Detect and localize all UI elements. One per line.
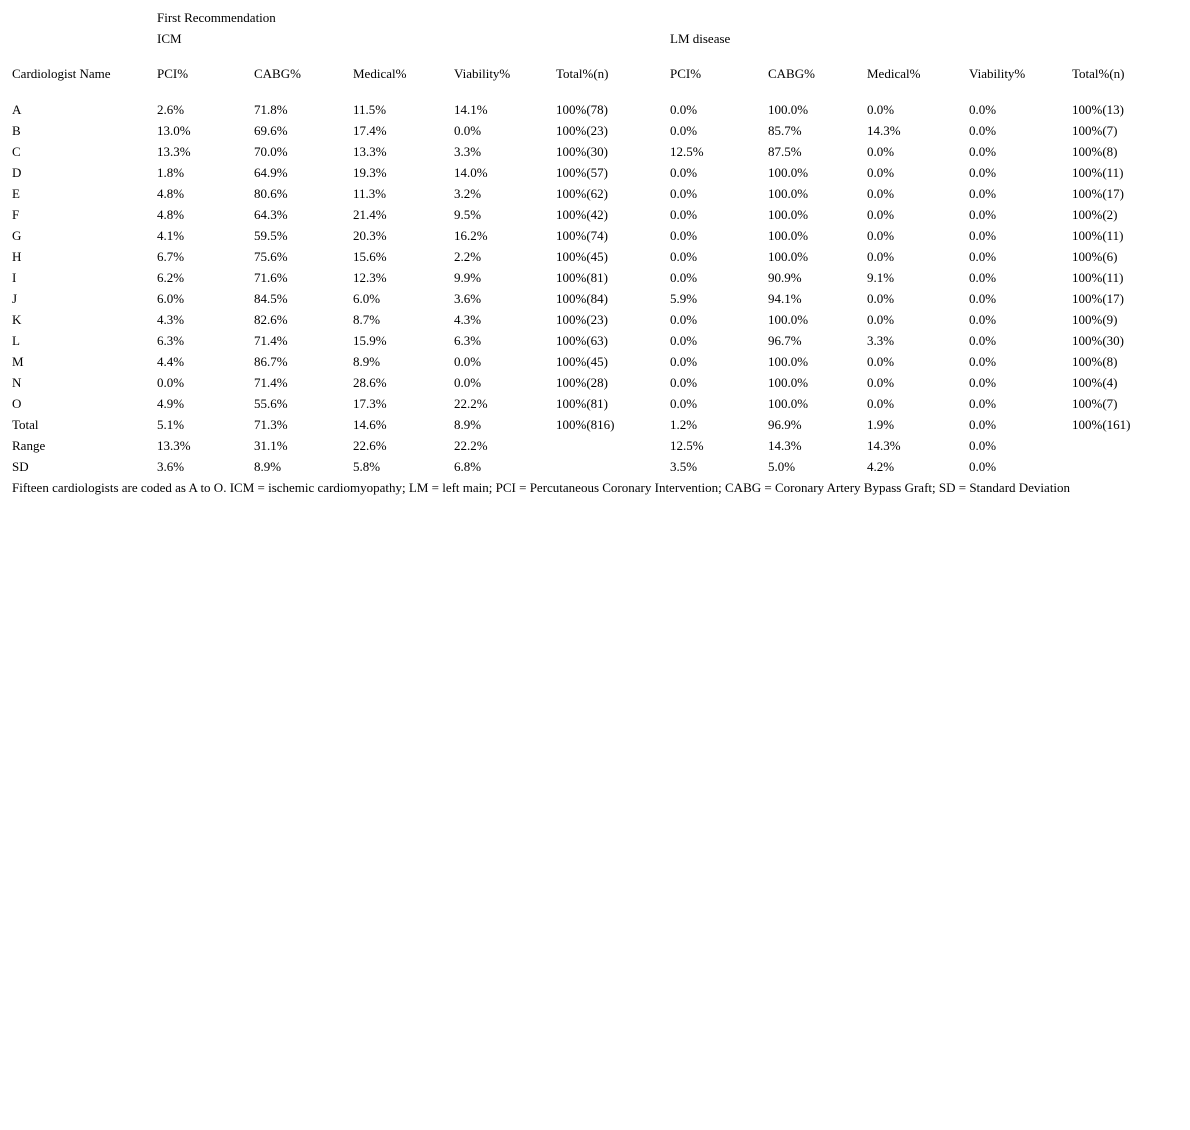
table-cell: 5.8%	[353, 459, 381, 474]
row-label: Range	[12, 438, 46, 453]
table-cell: 100%(161)	[1072, 417, 1131, 432]
table-cell: 71.4%	[254, 333, 288, 348]
table-cell: 8.9%	[454, 417, 482, 432]
table-row	[0, 144, 1190, 165]
table-cell: 0.0%	[969, 186, 997, 201]
row-label: E	[12, 186, 20, 201]
table-cell: 100%(28)	[556, 375, 608, 390]
table-row	[0, 417, 1190, 438]
table-cell: 0.0%	[867, 165, 895, 180]
table-cell: 14.3%	[867, 123, 901, 138]
table-cell: 0.0%	[867, 354, 895, 369]
table-cell: 4.1%	[157, 228, 185, 243]
header-cell: Medical%	[353, 66, 407, 81]
table-cell: 4.3%	[454, 312, 482, 327]
table-cell: 4.9%	[157, 396, 185, 411]
table-cell: 0.0%	[670, 207, 698, 222]
table-cell: 0.0%	[969, 312, 997, 327]
row-label: L	[12, 333, 20, 348]
table-cell: 0.0%	[670, 270, 698, 285]
table-cell: 3.5%	[670, 459, 698, 474]
table-cell: 100%(11)	[1072, 270, 1124, 285]
table-cell: 4.2%	[867, 459, 895, 474]
table-cell: 0.0%	[867, 375, 895, 390]
table-cell: 3.2%	[454, 186, 482, 201]
table-cell: 100.0%	[768, 354, 809, 369]
table-cell: 100%(74)	[556, 228, 608, 243]
table-cell: 8.7%	[353, 312, 381, 327]
table-cell: 100.0%	[768, 207, 809, 222]
table-cell: 71.8%	[254, 102, 288, 117]
table-cell: 0.0%	[867, 396, 895, 411]
table-cell: 14.3%	[867, 438, 901, 453]
table-cell: 0.0%	[670, 228, 698, 243]
table-cell: 4.8%	[157, 207, 185, 222]
table-cell: 0.0%	[454, 354, 482, 369]
table-cell: 0.0%	[454, 123, 482, 138]
table-cell: 0.0%	[670, 186, 698, 201]
table-cell: 0.0%	[670, 123, 698, 138]
table-cell: 5.0%	[768, 459, 796, 474]
table-cell: 1.9%	[867, 417, 895, 432]
row-label: O	[12, 396, 22, 411]
table-cell: 100%(9)	[1072, 312, 1118, 327]
table-cell: 0.0%	[969, 123, 997, 138]
table-cell: 0.0%	[969, 102, 997, 117]
table-cell: 86.7%	[254, 354, 288, 369]
table-cell: 22.2%	[454, 396, 488, 411]
table-cell: 0.0%	[969, 291, 997, 306]
table-cell: 100%(816)	[556, 417, 615, 432]
table-cell: 22.6%	[353, 438, 387, 453]
header-cell: CABG%	[254, 66, 301, 81]
table-cell: 100%(4)	[1072, 375, 1118, 390]
table-cell: 0.0%	[969, 228, 997, 243]
table-cell: 84.5%	[254, 291, 288, 306]
header-cell: Medical%	[867, 66, 921, 81]
table-cell: 0.0%	[670, 396, 698, 411]
table-cell: 0.0%	[867, 186, 895, 201]
table-cell: 0.0%	[867, 249, 895, 264]
subgroup-icm: ICM	[157, 31, 182, 46]
table-cell: 0.0%	[969, 249, 997, 264]
table-cell: 6.7%	[157, 249, 185, 264]
table-cell: 12.5%	[670, 144, 704, 159]
table-cell: 22.2%	[454, 438, 488, 453]
table-cell: 100%(81)	[556, 396, 608, 411]
table-cell: 4.8%	[157, 186, 185, 201]
header-cell: Viability%	[969, 66, 1026, 81]
row-label: J	[12, 291, 18, 306]
table-cell: 82.6%	[254, 312, 288, 327]
table-cell: 100%(63)	[556, 333, 608, 348]
table-cell: 71.4%	[254, 375, 288, 390]
header-cell: CABG%	[768, 66, 815, 81]
header-cell: PCI%	[670, 66, 702, 81]
table-row	[0, 291, 1190, 312]
table-cell: 12.5%	[670, 438, 704, 453]
header-cell: Cardiologist Name	[12, 66, 111, 81]
table-cell: 100%(81)	[556, 270, 608, 285]
row-label: D	[12, 165, 22, 180]
table-cell: 0.0%	[867, 228, 895, 243]
row-label: B	[12, 123, 21, 138]
table-row	[0, 228, 1190, 249]
table-cell: 0.0%	[670, 165, 698, 180]
table-cell: 100.0%	[768, 186, 809, 201]
table-cell: 0.0%	[969, 207, 997, 222]
table-cell: 100%(7)	[1072, 123, 1118, 138]
table-row	[0, 270, 1190, 291]
table-cell: 3.6%	[157, 459, 185, 474]
table-cell: 100%(30)	[556, 144, 608, 159]
table-cell: 94.1%	[768, 291, 802, 306]
table-cell: 100.0%	[768, 165, 809, 180]
table-cell: 11.5%	[353, 102, 387, 117]
group-title: First Recommendation	[157, 10, 276, 25]
row-label: F	[12, 207, 20, 222]
table-cell: 13.0%	[157, 123, 191, 138]
table-cell: 100%(11)	[1072, 165, 1124, 180]
table-cell: 16.2%	[454, 228, 488, 243]
table-cell: 100%(45)	[556, 249, 608, 264]
row-label: SD	[12, 459, 29, 474]
table-cell: 0.0%	[670, 249, 698, 264]
table-cell: 0.0%	[454, 375, 482, 390]
table-cell: 13.3%	[157, 438, 191, 453]
table-cell: 0.0%	[670, 333, 698, 348]
table-cell: 100%(42)	[556, 207, 608, 222]
table-cell: 6.0%	[157, 291, 185, 306]
table-cell: 12.3%	[353, 270, 387, 285]
header-cell: PCI%	[157, 66, 189, 81]
table-row	[0, 354, 1190, 375]
table-cell: 2.2%	[454, 249, 482, 264]
table-cell: 9.9%	[454, 270, 482, 285]
table-row	[0, 333, 1190, 354]
table-row	[0, 165, 1190, 186]
table-cell: 3.6%	[454, 291, 482, 306]
table-cell: 0.0%	[670, 102, 698, 117]
table-cell: 9.5%	[454, 207, 482, 222]
row-label: N	[12, 375, 22, 390]
table-cell: 100.0%	[768, 312, 809, 327]
table-cell: 0.0%	[969, 270, 997, 285]
table-cell: 100%(30)	[1072, 333, 1124, 348]
table-cell: 8.9%	[353, 354, 381, 369]
table-cell: 69.6%	[254, 123, 288, 138]
table-cell: 17.3%	[353, 396, 387, 411]
table-cell: 0.0%	[670, 354, 698, 369]
table-cell: 15.9%	[353, 333, 387, 348]
table-cell: 100%(6)	[1072, 249, 1118, 264]
table-cell: 2.6%	[157, 102, 185, 117]
header-row	[0, 66, 1190, 87]
table-cell: 20.3%	[353, 228, 387, 243]
row-label: Total	[12, 417, 39, 432]
table-cell: 28.6%	[353, 375, 387, 390]
table-cell: 0.0%	[969, 375, 997, 390]
row-label: M	[12, 354, 24, 369]
table-cell: 15.6%	[353, 249, 387, 264]
table-cell: 3.3%	[867, 333, 895, 348]
table-cell: 96.7%	[768, 333, 802, 348]
table-cell: 0.0%	[969, 396, 997, 411]
table-cell: 17.4%	[353, 123, 387, 138]
table-cell: 4.4%	[157, 354, 185, 369]
table-row	[0, 102, 1190, 123]
table-cell: 6.8%	[454, 459, 482, 474]
table-cell: 6.2%	[157, 270, 185, 285]
table-row	[0, 249, 1190, 270]
table-cell: 100%(45)	[556, 354, 608, 369]
table-cell: 100.0%	[768, 249, 809, 264]
row-label: C	[12, 144, 21, 159]
table-cell: 100%(13)	[1072, 102, 1124, 117]
table-cell: 100%(17)	[1072, 186, 1124, 201]
table-cell: 0.0%	[867, 312, 895, 327]
row-label: K	[12, 312, 22, 327]
table-cell: 14.3%	[768, 438, 802, 453]
table-cell: 14.6%	[353, 417, 387, 432]
table-cell: 13.3%	[353, 144, 387, 159]
table-cell: 71.6%	[254, 270, 288, 285]
table-row	[0, 186, 1190, 207]
table-cell: 100%(8)	[1072, 354, 1118, 369]
table-cell: 21.4%	[353, 207, 387, 222]
table-footnote: Fifteen cardiologists are coded as A to O. ICM = ischemic cardiomyopathy; LM = left main; PCI = Percutaneous Coronary Intervention; CABG = Coronary Artery Bypass Graft; SD = Standard Deviation	[12, 480, 1071, 495]
table-cell: 31.1%	[254, 438, 288, 453]
table-cell: 1.8%	[157, 165, 185, 180]
table-row	[0, 375, 1190, 396]
table-cell: 14.0%	[454, 165, 488, 180]
table-cell: 5.9%	[670, 291, 698, 306]
table-cell: 4.3%	[157, 312, 185, 327]
table-cell: 13.3%	[157, 144, 191, 159]
subgroup-lm-disease: LM disease	[670, 31, 731, 46]
table-cell: 59.5%	[254, 228, 288, 243]
table-cell: 96.9%	[768, 417, 802, 432]
table-cell: 71.3%	[254, 417, 288, 432]
table-cell: 0.0%	[157, 375, 185, 390]
table-row	[0, 459, 1190, 480]
table-cell: 0.0%	[969, 438, 997, 453]
table-cell: 100%(7)	[1072, 396, 1118, 411]
table-cell: 85.7%	[768, 123, 802, 138]
table-cell: 100%(78)	[556, 102, 608, 117]
table-cell: 80.6%	[254, 186, 288, 201]
table-cell: 0.0%	[867, 207, 895, 222]
table-cell: 0.0%	[969, 144, 997, 159]
table-row	[0, 438, 1190, 459]
table-row	[0, 396, 1190, 417]
table-cell: 0.0%	[969, 417, 997, 432]
table-cell: 64.9%	[254, 165, 288, 180]
table-cell: 70.0%	[254, 144, 288, 159]
table-cell: 6.3%	[157, 333, 185, 348]
table-cell: 0.0%	[969, 333, 997, 348]
row-label: H	[12, 249, 22, 264]
table-cell: 11.3%	[353, 186, 387, 201]
table-cell: 0.0%	[670, 312, 698, 327]
table-cell: 100%(2)	[1072, 207, 1118, 222]
table-cell: 100%(23)	[556, 312, 608, 327]
row-label: G	[12, 228, 22, 243]
table-cell: 100%(17)	[1072, 291, 1124, 306]
header-cell: Total%(n)	[1072, 66, 1125, 81]
table-cell: 100%(62)	[556, 186, 608, 201]
table-cell: 100%(84)	[556, 291, 608, 306]
table-row	[0, 312, 1190, 333]
table-cell: 9.1%	[867, 270, 895, 285]
table-row	[0, 123, 1190, 144]
header-cell: Viability%	[454, 66, 511, 81]
table-cell: 55.6%	[254, 396, 288, 411]
table-cell: 6.0%	[353, 291, 381, 306]
table-cell: 0.0%	[969, 165, 997, 180]
table-cell: 87.5%	[768, 144, 802, 159]
table-row	[0, 207, 1190, 228]
table-cell: 5.1%	[157, 417, 185, 432]
row-label: I	[12, 270, 17, 285]
table-cell: 100.0%	[768, 375, 809, 390]
table-cell: 14.1%	[454, 102, 488, 117]
table-cell: 19.3%	[353, 165, 387, 180]
table-cell: 0.0%	[867, 102, 895, 117]
table-cell: 100.0%	[768, 228, 809, 243]
table-cell: 100%(11)	[1072, 228, 1124, 243]
table-cell: 100%(23)	[556, 123, 608, 138]
table-cell: 100%(8)	[1072, 144, 1118, 159]
table-cell: 100.0%	[768, 396, 809, 411]
table-cell: 100%(57)	[556, 165, 608, 180]
table-cell: 90.9%	[768, 270, 802, 285]
table-cell: 3.3%	[454, 144, 482, 159]
table-cell: 6.3%	[454, 333, 482, 348]
table-cell: 8.9%	[254, 459, 282, 474]
table-cell: 0.0%	[670, 375, 698, 390]
table-cell: 0.0%	[867, 144, 895, 159]
row-label: A	[12, 102, 22, 117]
table-cell: 1.2%	[670, 417, 698, 432]
table-cell: 75.6%	[254, 249, 288, 264]
header-cell: Total%(n)	[556, 66, 609, 81]
table-cell: 0.0%	[969, 459, 997, 474]
table-cell: 0.0%	[969, 354, 997, 369]
table-cell: 100.0%	[768, 102, 809, 117]
table-cell: 64.3%	[254, 207, 288, 222]
table-cell: 0.0%	[867, 291, 895, 306]
